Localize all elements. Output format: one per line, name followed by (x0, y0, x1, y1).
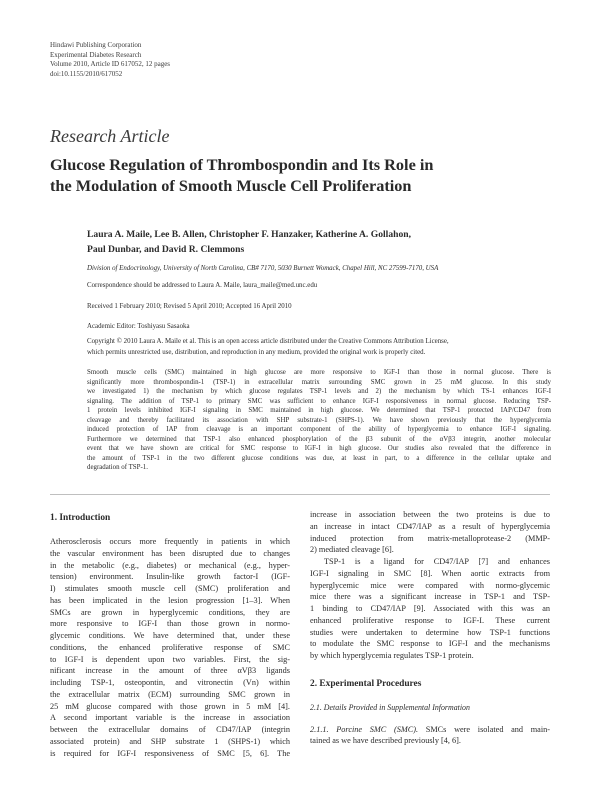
right-column (310, 509, 550, 747)
correspondence: Correspondence should be addressed to Laura A. Maile, laura_maile@med.unc.edu (87, 282, 318, 289)
body-line: hyperglycemic mice were compared with normo-glycemic (310, 580, 550, 590)
authors-line: Laura A. Maile, Lee B. Allen, Christopher F. Hanzaker, Katherine A. Gollahon, (87, 229, 411, 240)
body-line: nificant increase in the amount of three αVβ3 ligands (50, 666, 290, 676)
body-line: induced protection from matrix-metalloprotease-2 (MMP- (310, 533, 550, 543)
abstract-line: cleavage and thereby facilitated its association with SHP substrate-1 (SHPS-1). We have shown previously that the hyperglycemia (87, 416, 551, 424)
body-line: enhanced proliferative response to IGF-I. These current (310, 615, 550, 625)
abstract-line: Smooth muscle cells (SMC) maintained in high glucose are more responsive to IGF-I than those in normal glucose. There is (87, 369, 551, 376)
abstract-line: significantly more thrombospondin-1 (TSP-1) in extracellular matrix surrounding SMC grown in 25 mM glucose. In this study (87, 378, 551, 386)
body-line: 25 mM glucose compared with those grown in 5 mM [4]. (50, 701, 290, 711)
body-line: to IGF-I is dependent upon two variables. First, the sig- (50, 654, 290, 664)
article-title (50, 155, 550, 196)
title-line: Glucose Regulation of Thrombospondin and Its Role in (50, 155, 434, 174)
academic-editor: Academic Editor: Toshiyasu Sasaoka (87, 323, 190, 330)
body-line: mice there was a significant increase in TSP-1 and TSP- (310, 592, 550, 602)
article-type: Research Article (50, 126, 170, 146)
body-line: associated protein) and SHP substrate 1 (SHPS-1) which (50, 736, 290, 746)
section-heading-procedures: 2. Experimental Procedures (310, 678, 422, 689)
body-line: increase in association between the two proteins is due to (310, 510, 550, 519)
spacer (310, 714, 550, 724)
body-line: is required for IGF-I responsiveness of SMC [5, 6]. The (50, 748, 290, 758)
publisher-name: Hindawi Publishing Corporation (50, 41, 142, 49)
copyright-notice (87, 337, 551, 358)
body-line: glycemic conditions. We have determined that, under these (50, 631, 290, 640)
body-line: has been implicated in the lesion progression [1–3]. When (50, 595, 290, 605)
body-line: tained as we have described previously [4, 6]. (310, 736, 461, 746)
body-line: 2) mediated cleavage [6]. (310, 545, 394, 555)
body-line: more responsive to IGF-I than those grown in normo- (50, 619, 290, 629)
journal-name: Experimental Diabetes Research (50, 50, 142, 59)
body-line: an increase in intact CD47/IAP as a result of hyperglycemia (310, 521, 550, 531)
introduction-paragraph (50, 536, 290, 759)
body-line: TSP-1 is a ligand for CD47/IAP [7] and enhances (324, 557, 550, 566)
abstract-line: induced protection of IAP from cleavage is an important component of the ability of hyperglycemia to enhance IGF-I signaling. (87, 426, 551, 434)
abstract-line: we investigated 1) the mechanism by which glucose regulates TSP-1 levels and 2) the mechanism by which TS-1 enhances IGF-I (87, 388, 551, 396)
body-line: the extracellular matrix (ECM) surrounding SMC grown in (50, 689, 290, 699)
body-line: the vascular environment has been disrupted due to changes (50, 548, 290, 558)
doi: doi:10.1155/2010/617052 (50, 69, 123, 78)
subsection-paragraph (310, 724, 550, 748)
spacer (310, 662, 550, 678)
abstract-line: degradation of TSP-1. (87, 464, 148, 472)
journal-header (50, 41, 170, 79)
author-list (87, 228, 551, 257)
abstract-line: event that we have shown are critical for SMC response to IGF-I in high glucose. Our studies also revealed that the difference in (87, 445, 551, 453)
abstract-line: the amount of TSP-1 in the two different glucose conditions was due, at least in part, to a difference in the cellular uptake and (87, 454, 551, 462)
section-heading-introduction: 1. Introduction (50, 513, 111, 523)
body-line: to modulate the SMC response to IGF-I and the mechanisms (310, 639, 550, 649)
body-line: 1 binding to CD47/IAP [9]. Associated with this was an (310, 604, 550, 613)
abstract-line: 1 protein levels inhibited IGF-I signaling in SMC maintained in high glucose. We determined that TSP-1 protected IAP/CD47 from (87, 407, 551, 415)
body-line (310, 724, 550, 736)
copyright-line: Copyright © 2010 Laura A. Maile et al. This is an open access article distributed under the Creative Commons Attribution License, (87, 338, 449, 345)
body-line: studies were undertaken to determine how TSP-1 functions (310, 627, 550, 637)
introduction-paragraph-continued (310, 509, 550, 556)
authors-line: Paul Dunbar, and David R. Clemmons (87, 243, 245, 255)
body-line: between the extracellular domains of CD47/IAP (integrin (50, 725, 290, 734)
section-divider (50, 494, 550, 495)
body-line: tension) environment. Insulin-like growth factor-I (IGF- (50, 572, 290, 582)
body-line: by which hyperglycemia regulates TSP-1 protein. (310, 651, 474, 660)
body-text: SMCs were isolated and main- (418, 724, 550, 734)
abstract-line: Furthermore we determined that TSP-1 also enhanced phosphorylation of the β3 subunit of the αVβ3 integrin, another molecular (87, 435, 551, 443)
copyright-line: which permits unrestricted use, distribution, and reproduction in any medium, provided the original work is properly cited. (87, 348, 426, 356)
body-line: conditions, the enhanced proliferative response of SMC (50, 642, 290, 652)
body-line: Atherosclerosis occurs more frequently in patients in which (50, 537, 290, 546)
volume-info: Volume 2010, Article ID 617052, 12 pages (50, 60, 171, 69)
received-dates: Received 1 February 2010; Revised 5 April 2010; Accepted 16 April 2010 (87, 303, 292, 310)
subsection-heading: 2.1. Details Provided in Supplemental Information (310, 702, 470, 712)
left-column (50, 512, 290, 759)
affiliation: Division of Endocrinology, University of North Carolina, CB# 7170, 5030 Burnett Womack, Chapel Hill, NC 27599-7170, USA (87, 265, 439, 272)
body-line: A second important variable is the increase in association (50, 713, 290, 723)
body-line: IGF-I signaling in SMC [8]. When aortic extracts from (310, 568, 550, 578)
abstract (87, 368, 551, 473)
title-line: the Modulation of Smooth Muscle Cell Proliferation (50, 175, 412, 195)
abstract-line: signaling. The addition of TSP-1 to primary SMC was sufficient to enhance IGF-I responsiveness in normal glucose. Reducing TSP- (87, 397, 551, 405)
body-line: I) stimulates smooth muscle cell (SMC) proliferation and (50, 584, 290, 593)
body-line: SMCs are grown in hyperglycemic conditions, they are (50, 607, 290, 617)
introduction-paragraph-2 (310, 556, 550, 662)
body-line: in the metabolic (e.g., diabetes) or mechanical (e.g., hyper- (50, 560, 290, 570)
body-line: including TSP-1, osteopontin, and vitronectin (Vn) within (50, 678, 290, 687)
subsection-run-in-heading: 2.1.1. Porcine SMC (SMC). (310, 724, 419, 734)
